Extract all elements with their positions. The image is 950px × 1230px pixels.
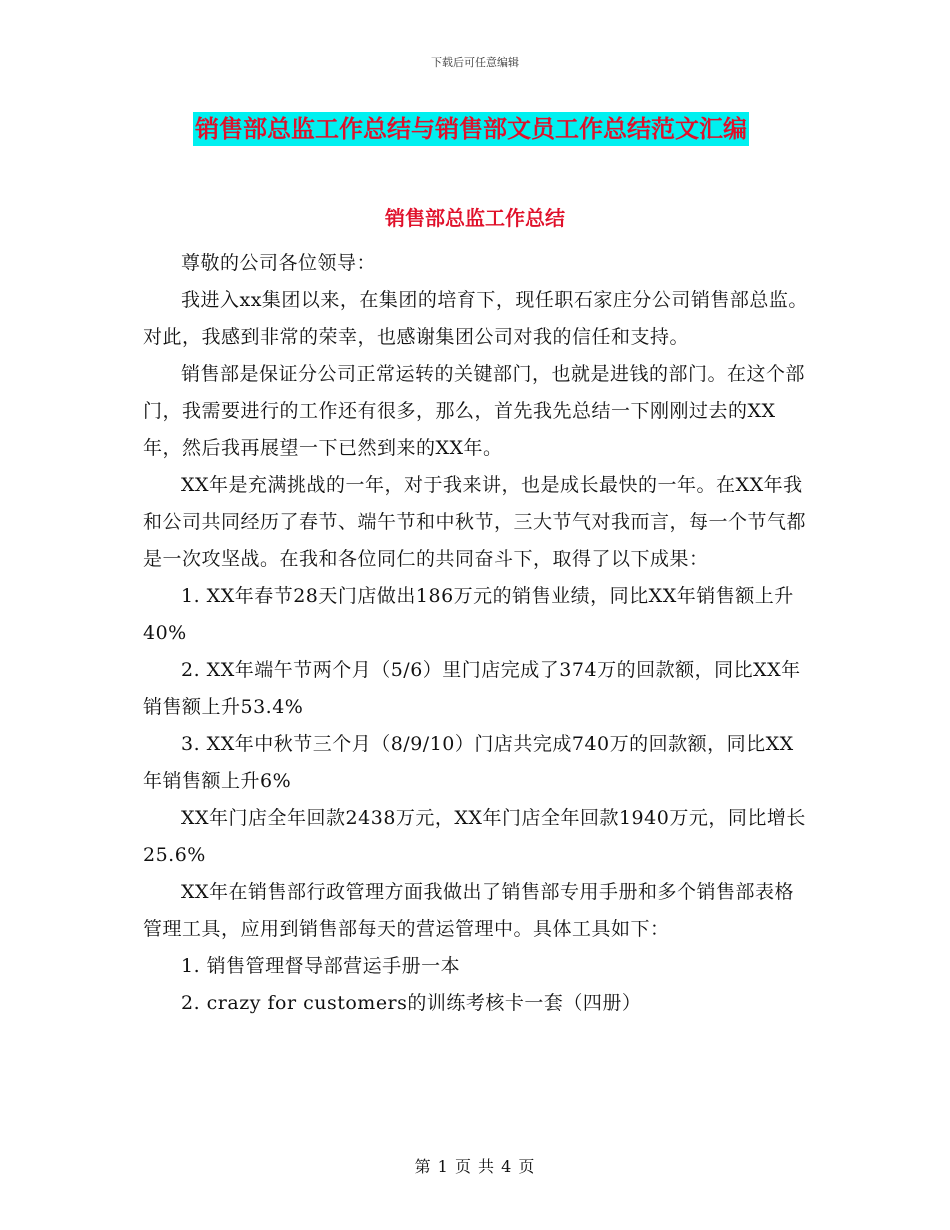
document-body <box>143 245 809 1022</box>
paragraph: 我进入xx集团以来，在集团的培育下，现任职石家庄分公司销售部总监。对此，我感到非常的荣幸，也感谢集团公司对我的信任和支持。 <box>143 289 808 348</box>
list-item: 1. 销售管理督导部营运手册一本 <box>181 955 461 977</box>
paragraph: XX年是充满挑战的一年，对于我来讲，也是成长最快的一年。在XX年我和公司共同经历了春节、端午节和中秋节，三大节气对我而言，每一个节气都是一次攻坚战。在我和各位同仁的共同奋斗下，取得了以下成果： <box>143 474 807 570</box>
paragraph-salutation: 尊敬的公司各位领导： <box>181 252 377 274</box>
paragraph: XX年在销售部行政管理方面我做出了销售部专用手册和多个销售部表格管理工具，应用到销售部每天的营运管理中。具体工具如下： <box>143 881 795 940</box>
paragraph: XX年门店全年回款2438万元，XX年门店全年回款1940万元，同比增长25.6% <box>143 807 806 866</box>
page-footer: 第 1 页 共 4 页 <box>414 1157 536 1176</box>
document-main-title: 销售部总监工作总结与销售部文员工作总结范文汇编 <box>193 112 749 146</box>
list-item: 2. XX年端午节两个月（5/6）里门店完成了374万的回款额，同比XX年销售额上升53.4% <box>143 659 801 718</box>
section-title: 销售部总监工作总结 <box>385 206 565 230</box>
header-note: 下载后可任意编辑 <box>431 56 519 69</box>
paragraph: 销售部是保证分公司正常运转的关键部门，也就是进钱的部门。在这个部门，我需要进行的工作还有很多，那么，首先我先总结一下刚刚过去的XX年，然后我再展望一下已然到来的XX年。 <box>143 363 806 459</box>
list-item: 2. crazy for customers的训练考核卡一套（四册） <box>181 992 642 1014</box>
list-item: 3. XX年中秋节三个月（8/9/10）门店共完成740万的回款额，同比XX年销售额上升6% <box>143 733 794 792</box>
list-item: 1. XX年春节28天门店做出186万元的销售业绩，同比XX年销售额上升40% <box>143 585 794 644</box>
